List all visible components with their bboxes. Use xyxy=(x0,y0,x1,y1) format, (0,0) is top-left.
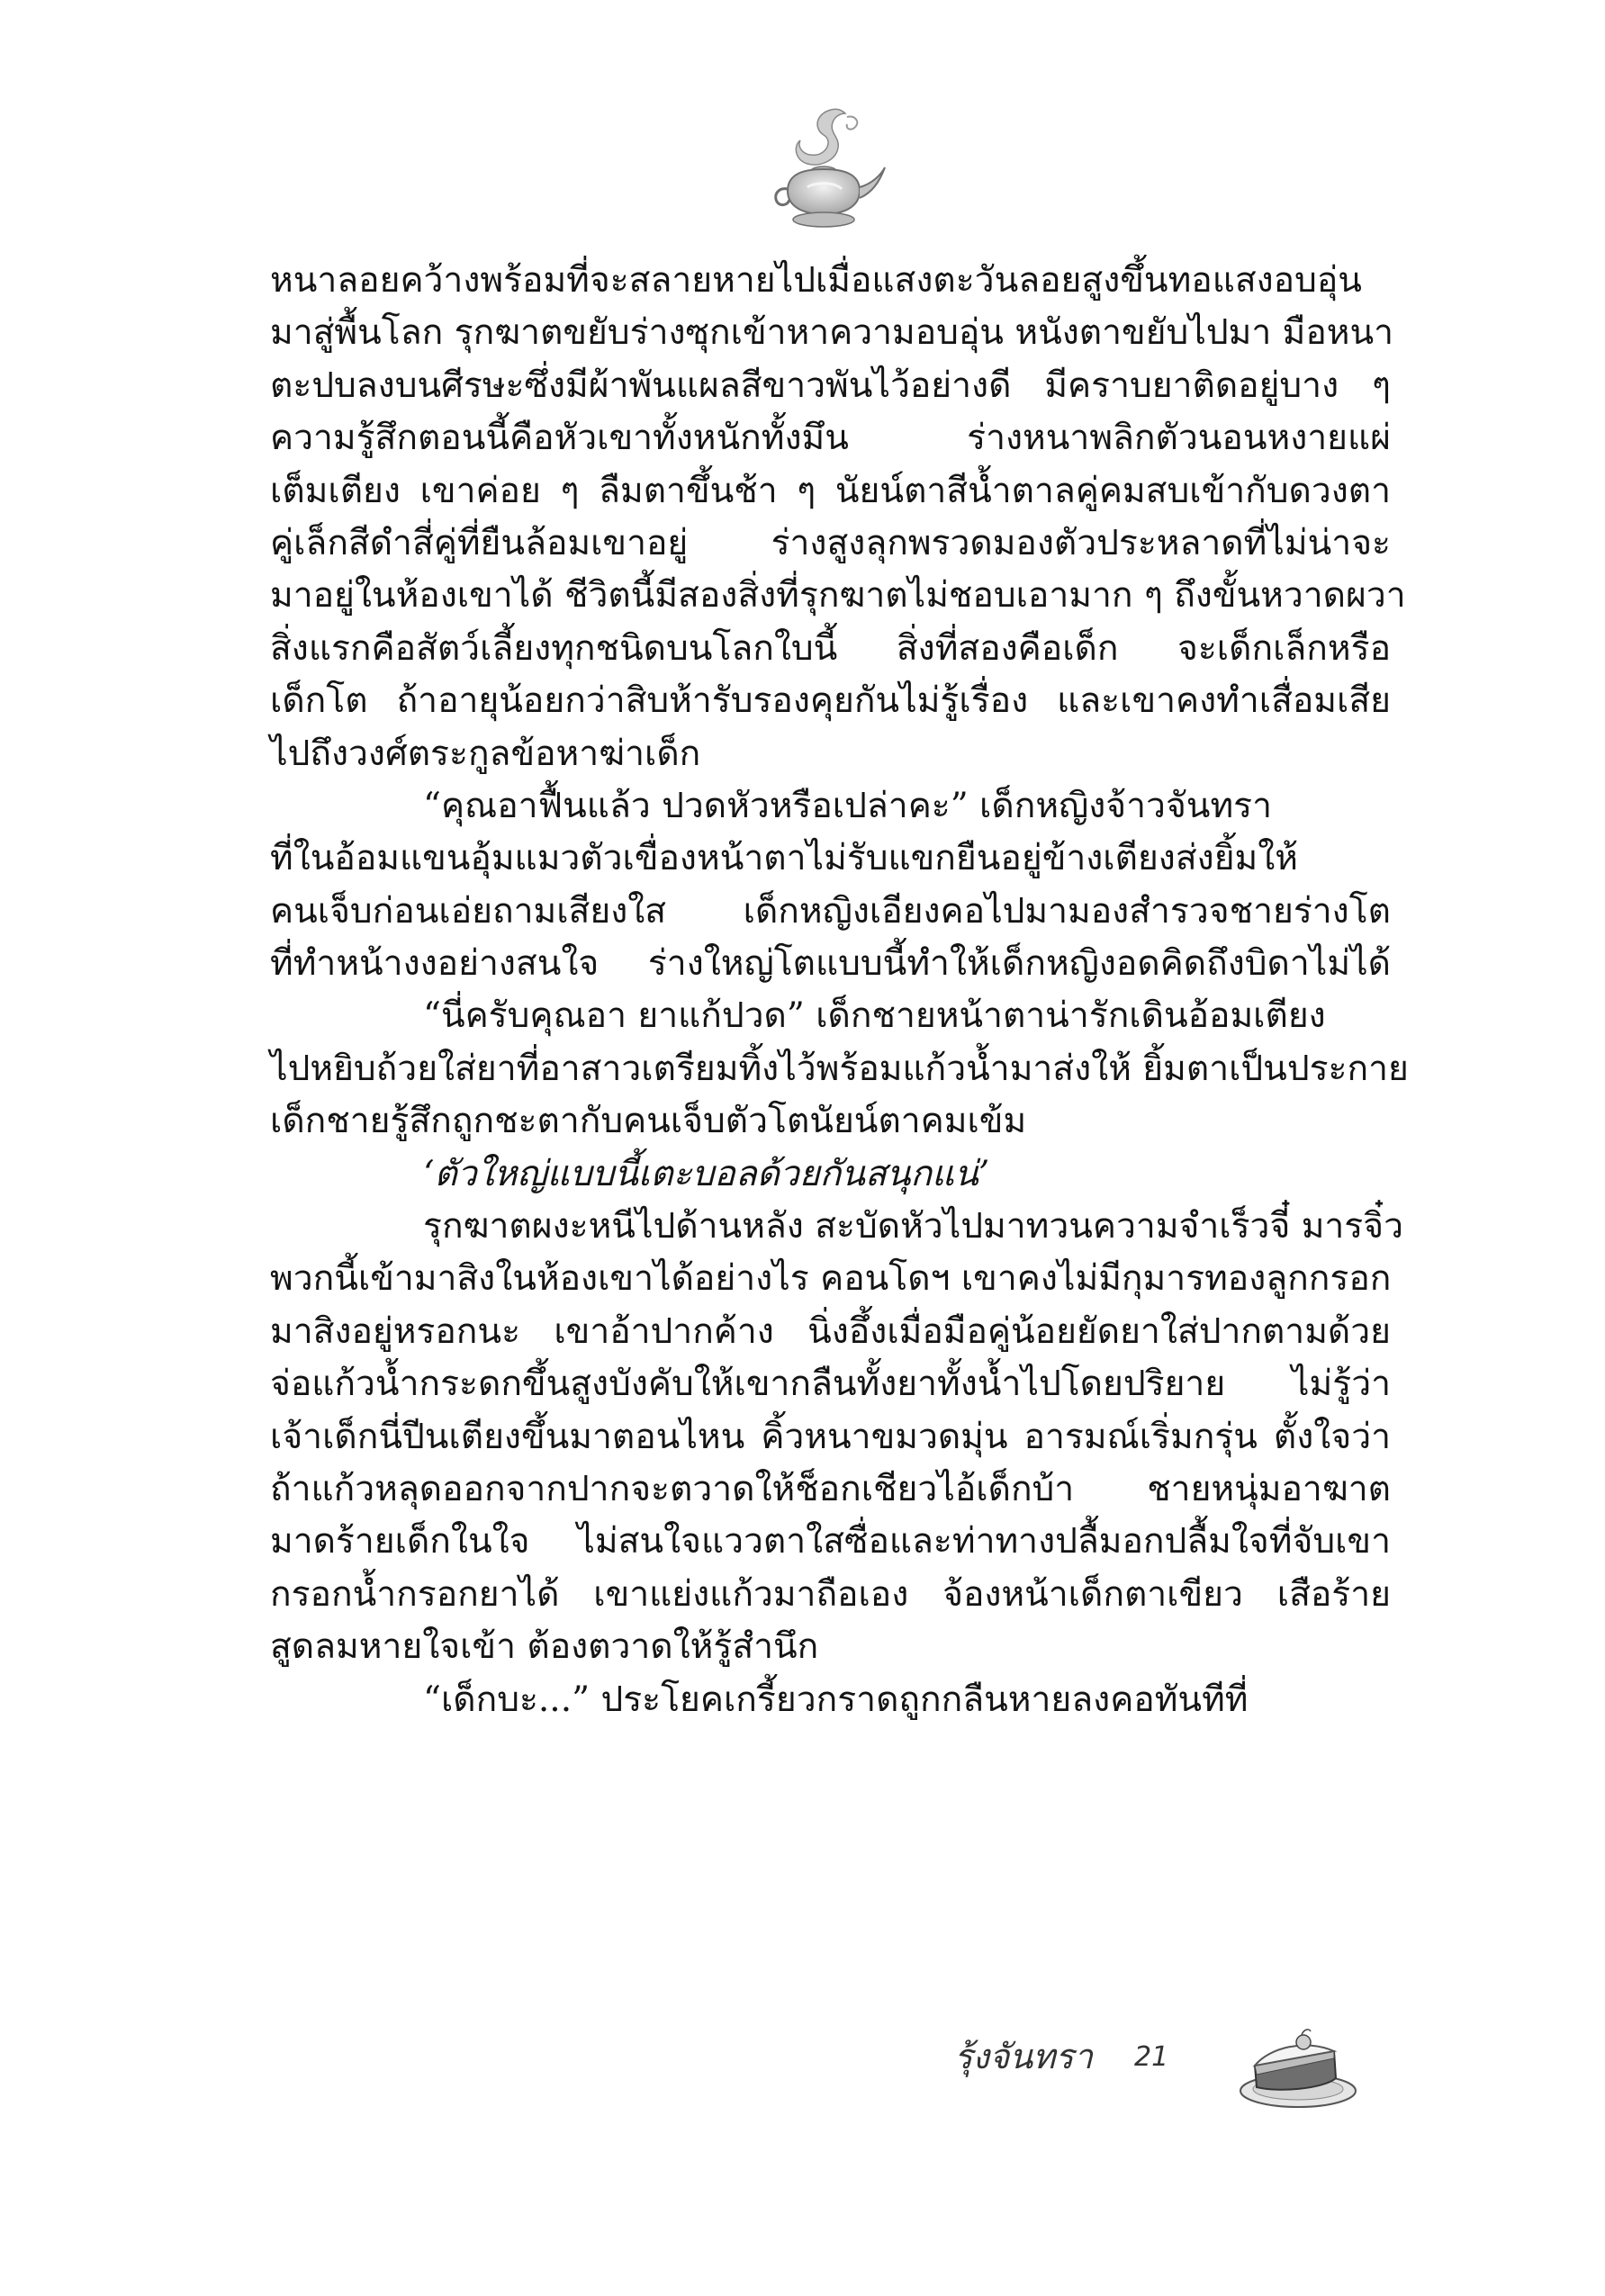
text-line: มาสู่พื้นโลก รุกฆาตขยับร่างซุกเข้าหาความอบอุ่น หนังตาขยับไปมา มือหนา xyxy=(270,312,1394,354)
footer-author: รุ้งจันทรา xyxy=(954,2037,1094,2076)
thought-line: ‘ตัวใหญ่แบบนี้เตะบอลด้วยกันสนุกแน่’ xyxy=(423,1153,990,1194)
text-line: ไปหยิบถ้วยใส่ยาที่อาสาวเตรียมทิ้งไว้พร้อมแก้วน้ำมาส่งให้ ยิ้มตาเป็นประกาย xyxy=(270,1048,1409,1089)
text-line: ที่ในอ้อมแขนอุ้มแมวตัวเขื่องหน้าตาไม่รับแขกยืนอยู่ข้างเตียงส่งยิ้มให้ xyxy=(270,838,1299,879)
text-line: สูดลมหายใจเข้า ต้องตวาดให้รู้สำนึก xyxy=(270,1626,819,1668)
text-line: หนาลอยคว้างพร้อมที่จะสลายหายไปเมื่อแสงตะวันลอยสูงขึ้นทอแสงอบอุ่น xyxy=(270,260,1362,301)
text-line: ไปถึงวงศ์ตระกูลข้อหาฆ่าเด็ก xyxy=(270,733,701,774)
cake-slice-icon xyxy=(1233,2012,1359,2111)
text-line: ที่ทำหน้างงอย่างสนใจ ร่างใหญ่โตแบบนี้ทำให้เด็กหญิงอดคิดถึงบิดาไม่ได้ xyxy=(270,943,1391,985)
text-line: ตะปบลงบนศีรษะซึ่งมีผ้าพันแผลสีขาวพันไว้อย่างดี มีคราบยาติดอยู่บาง ๆ xyxy=(270,365,1391,406)
text-line: จ่อแก้วน้ำกระดกขึ้นสูงบังคับให้เขากลืนทั้งยาทั้งน้ำไปโดยปริยาย ไม่รู้ว่า xyxy=(270,1364,1391,1405)
text-line: คนเจ็บก่อนเอ่ยถามเสียงใส เด็กหญิงเอียงคอไปมามองสำรวจชายร่างโต xyxy=(270,890,1391,932)
text-line: เต็มเตียง เขาค่อย ๆ ลืมตาขึ้นช้า ๆ นัยน์ตาสีน้ำตาลคู่คมสบเข้ากับดวงตา xyxy=(270,470,1391,511)
dialogue-line: “นี่ครับคุณอา ยาแก้ปวด” เด็กชายหน้าตาน่ารักเดินอ้อมเตียง xyxy=(423,995,1326,1037)
text-line: เด็กชายรู้สึกถูกชะตากับคนเจ็บตัวโตนัยน์ตาคมเข้ม xyxy=(270,1101,1027,1142)
text-line: กรอกน้ำกรอกยาได้ เขาแย่งแก้วมาถือเอง จ้องหน้าเด็กตาเขียว เสือร้าย xyxy=(270,1573,1391,1615)
teapot-genie-icon xyxy=(761,101,887,236)
body-text xyxy=(270,255,1409,1726)
text-line: มาดร้ายเด็กในใจ ไม่สนใจแววตาใสซื่อและท่าทางปลื้มอกปลื้มใจที่จับเขา xyxy=(270,1521,1391,1562)
text-line: สิ่งแรกคือสัตว์เลี้ยงทุกชนิดบนโลกใบนี้ สิ่งที่สองคือเด็ก จะเด็กเล็กหรือ xyxy=(270,627,1391,669)
text-line: ถ้าแก้วหลุดออกจากปากจะตวาดให้ช็อกเชียวไอ้เด็กบ้า ชายหนุ่มอาฆาต xyxy=(270,1468,1391,1509)
text-line: คู่เล็กสีดำสี่คู่ที่ยืนล้อมเขาอยู่ ร่างสูงลุกพรวดมองตัวประหลาดที่ไม่น่าจะ xyxy=(270,522,1391,563)
text-line: มาอยู่ในห้องเขาได้ ชีวิตนี้มีสองสิ่งที่รุกฆาตไม่ชอบเอามาก ๆ ถึงขั้นหวาดผวา xyxy=(270,575,1406,617)
text-line: ความรู้สึกตอนนี้คือหัวเขาทั้งหนักทั้งมึน ร่างหนาพลิกตัวนอนหงายแผ่ xyxy=(270,418,1391,459)
page-number: 21 xyxy=(1134,2041,1169,2073)
dialogue-line: “คุณอาฟื้นแล้ว ปวดหัวหรือเปล่าคะ” เด็กหญิงจ้าวจันทรา xyxy=(423,785,1273,826)
dialogue-line: “เด็กบะ...” ประโยคเกรี้ยวกราดถูกกลืนหายลงคอทันทีที่ xyxy=(423,1679,1249,1720)
text-line: เจ้าเด็กนี่ปีนเตียงขึ้นมาตอนไหน คิ้วหนาขมวดมุ่น อารมณ์เริ่มกรุ่น ตั้งใจว่า xyxy=(270,1416,1391,1457)
page-footer xyxy=(954,2030,1224,2084)
text-line: พวกนี้เข้ามาสิงในห้องเขาได้อย่างไร คอนโดฯ เขาคงไม่มีกุมารทองลูกกรอก xyxy=(270,1258,1392,1300)
text-line: มาสิงอยู่หรอกนะ เขาอ้าปากค้าง นิ่งอึ้งเมื่อมือคู่น้อยยัดยาใส่ปากตามด้วย xyxy=(270,1310,1391,1352)
paragraph-start-line: รุกฆาตผงะหนีไปด้านหลัง สะบัดหัวไปมาทวนความจำเร็วจี๋ มารจิ๋ว xyxy=(423,1206,1404,1247)
text-line: เด็กโต ถ้าอายุน้อยกว่าสิบห้ารับรองคุยกันไม่รู้เรื่อง และเขาคงทำเสื่อมเสีย xyxy=(270,680,1391,722)
